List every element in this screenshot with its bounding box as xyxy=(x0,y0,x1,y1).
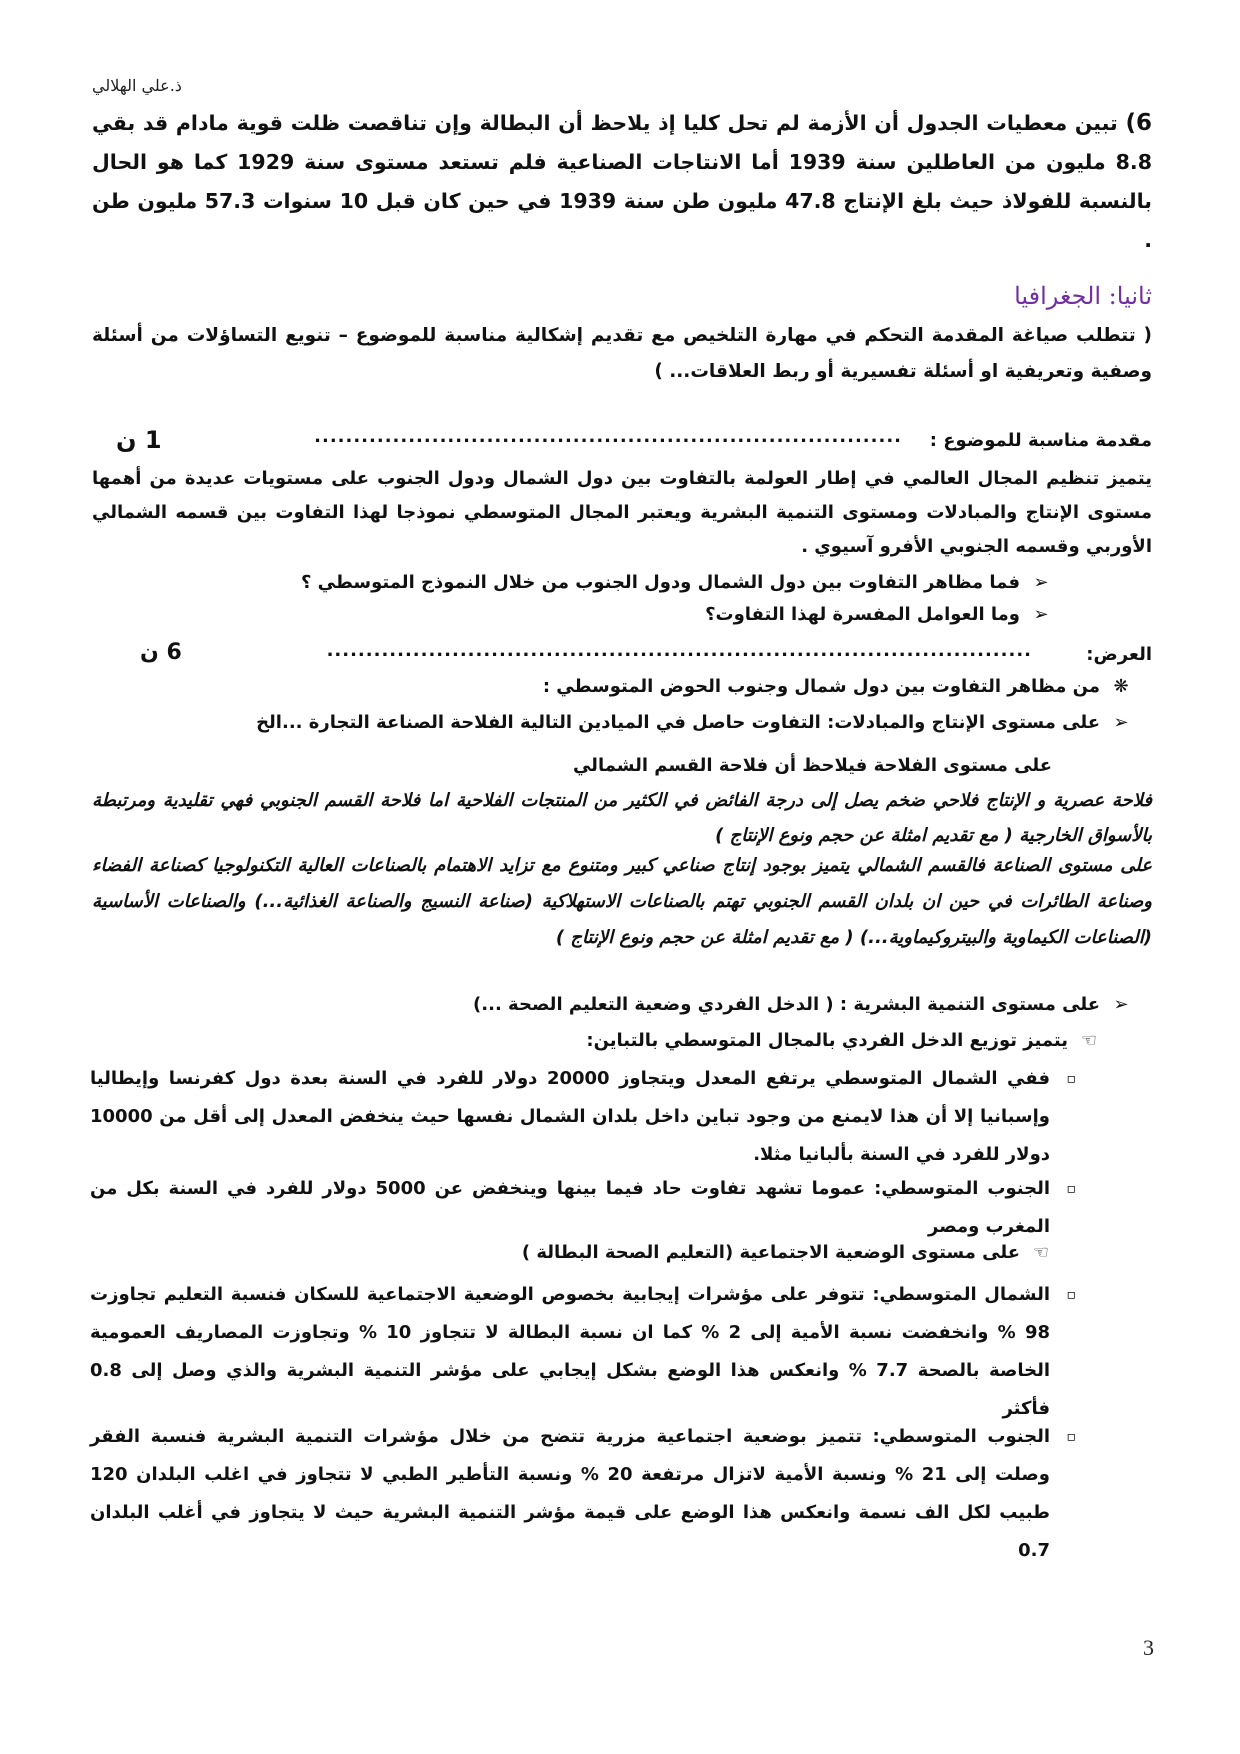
question-1: ➢فما مظاهر التفاوت بين دول الشمال ودول الجنوب من خلال النموذج المتوسطي ؟ xyxy=(301,572,1052,593)
income-point: ☜يتميز توزيع الدخل الفردي بالمجال المتوسطي بالتباين: xyxy=(586,1030,1100,1051)
agriculture-detail: فلاحة عصرية و الإنتاج فلاحي ضخم يصل إلى درجة الفائض في الكثير من المنتجات الفلاحية اما فلاحة القسم الجنوبي فهي تقليدية ومرتبطة بالأسواق الخارجية ( مع تقديم امثلة عن حجم ونوع الإنتاج ) xyxy=(92,790,1152,846)
arrow-bullet-icon: ➢ xyxy=(1113,712,1129,733)
agriculture-lead: على مستوى الفلاحة فيلاحظ أن فلاحة القسم الشمالي xyxy=(572,755,1052,776)
industry-paragraph: على مستوى الصناعة فالقسم الشمالي يتميز بوجود إنتاج صناعي كبير ومتنوع مع تزايد الاهتمام بالصناعات العالية التكنولوجيا كصناعة الفضاء وصناعة الطائرات في حين ان بلدان القسم الجنوبي تهتم بالصناعات الاستهلاكية (صناعة النسيج والصناعة الغذائية...) والصناعات الأساسية (الصناعات الكيماوية والبيتروكيماوية...) ( مع تقديم امثلة عن حجم ونوع الإنتاج ) xyxy=(92,855,1152,948)
body-section-row xyxy=(92,640,1152,672)
social-north-item: ▫ الشمال المتوسطي: تتوفر على مؤشرات إيجابية بخصوص الوضعية الاجتماعية للسكان فنسبة التعليم تجاوزت 98 % وانخفضت نسبة الأمية إلى 2 % كما ان نسبة البطالة لا تتجاوز 10 % وتجاوزت المصاريف العمومية الخاصة بالصحة 7.7 % وانعكس هذا الوضع بشكل إيجابي على مؤشر التنمية البشرية والذي وصل إلى 0.8 فأكثر xyxy=(90,1276,1050,1428)
body-section-dots: .......................................................................................... xyxy=(326,640,1032,661)
history-item-6 xyxy=(92,104,1152,260)
pointing-hand-icon: ☜ xyxy=(1080,1030,1098,1051)
geography-heading: ثانيا: الجغرافيا xyxy=(1014,282,1152,310)
item-number: 6) xyxy=(1125,110,1153,136)
author-signature: ذ.علي الهلالي xyxy=(92,76,182,95)
square-bullet-icon: ▫ xyxy=(1066,1071,1076,1087)
page-number: 3 xyxy=(1143,1635,1154,1660)
intro-section-score: 1 ن xyxy=(116,426,162,454)
square-bullet-icon: ▫ xyxy=(1066,1429,1076,1445)
intro-paragraph: يتميز تنظيم المجال العالمي في إطار العولمة بالتفاوت بين دول الشمال ودول الجنوب على مستويات عديدة من أهمها مستوى الإنتاج والمبادلات ومستوى التنمية البشرية ويعتبر المجال المتوسطي نموذجا لهذا التفاوت بين قسمه الشمالي الأوربي وقسمه الجنوبي الأفرو آسيوي . xyxy=(92,468,1152,557)
pointing-hand-icon: ☜ xyxy=(1032,1242,1050,1263)
intro-section-row xyxy=(92,426,1152,462)
agriculture-paragraph xyxy=(92,748,1152,853)
income-south-item: ▫ الجنوب المتوسطي: عموما تشهد تفاوت حاد فيما بينها وينخفض عن 5000 دولار للفرد في السنة بكل من المغرب ومصر xyxy=(90,1170,1050,1246)
geography-instructions: ( تتطلب صياغة المقدمة التحكم في مهارة التلخيص مع تقديم إشكالية مناسبة للموضوع – تنويع التساؤلات من أسئلة وصفية وتعريفية او أسئلة تفسيرية أو ربط العلاقات... ) xyxy=(92,325,1152,382)
arrow-bullet-icon: ➢ xyxy=(1033,572,1049,593)
body-section-label: العرض: xyxy=(1086,644,1152,665)
arrow-bullet-icon: ➢ xyxy=(1113,994,1129,1015)
asterisk-bullet-icon: ❋ xyxy=(1113,676,1129,697)
income-north-item: ▫ ففي الشمال المتوسطي يرتفع المعدل ويتجاوز 20000 دولار للفرد في السنة بعدة دول كفرنسا وإيطاليا وإسبانيا إلا أن هذا لايمنع من وجود تباين داخل بلدان الشمال نفسها حيث ينخفض المعدل إلى أقل من 10000 دولار للفرد في السنة بألبانيا مثلا. xyxy=(90,1060,1050,1174)
square-bullet-icon: ▫ xyxy=(1066,1181,1076,1197)
question-2: ➢وما العوامل المفسرة لهذا التفاوت؟ xyxy=(705,604,1052,625)
history-paragraph: تبين معطيات الجدول أن الأزمة لم تحل كليا إذ يلاحظ أن البطالة وإن تناقصت ظلت قوية مادام قد بقي 8.8 مليون من العاطلين سنة 1939 أما الانتاجات الصناعية فلم تستعد مستوى سنة 1929 كما هو الحال بالنسبة للفولاذ حيث بلغ الإنتاج 47.8 مليون طن سنة 1939 في حين كان قبل 10 سنوات 57.3 مليون طن . xyxy=(92,111,1152,252)
social-south-item: ▫ الجنوب المتوسطي: تتميز بوضعية اجتماعية مزرية تتضح من خلال مؤشرات التنمية البشرية فنسبة الفقر وصلت إلى 21 % ونسبة الأمية لاتزال مرتفعة 20 % ونسبة التأطير الطبي لا تتجاوز في اغلب البلدان 120 طبيب لكل الف نسمة وانعكس هذا الوضع على قيمة مؤشر التنمية البشرية حيث لا يتجاوز في أغلب البلدان 0.7 xyxy=(90,1418,1050,1570)
intro-section-label: مقدمة مناسبة للموضوع : xyxy=(929,430,1152,451)
social-point: ☜على مستوى الوضعية الاجتماعية (التعليم الصحة البطالة ) xyxy=(522,1242,1052,1263)
body-section-score: 6 ن xyxy=(140,640,182,665)
production-point: ➢على مستوى الإنتاج والمبادلات: التفاوت حاصل في الميادين التالية الفلاحة الصناعة التجارة ...الخ xyxy=(256,712,1132,733)
arrow-bullet-icon: ➢ xyxy=(1033,604,1049,625)
main-point: ❋من مظاهر التفاوت بين دول شمال وجنوب الحوض المتوسطي : xyxy=(543,676,1132,697)
intro-section-dots: ........................................................................... xyxy=(314,426,902,447)
human-development-point: ➢على مستوى التنمية البشرية : ( الدخل الفردي وضعية التعليم الصحة ...) xyxy=(473,994,1132,1015)
square-bullet-icon: ▫ xyxy=(1066,1287,1076,1303)
